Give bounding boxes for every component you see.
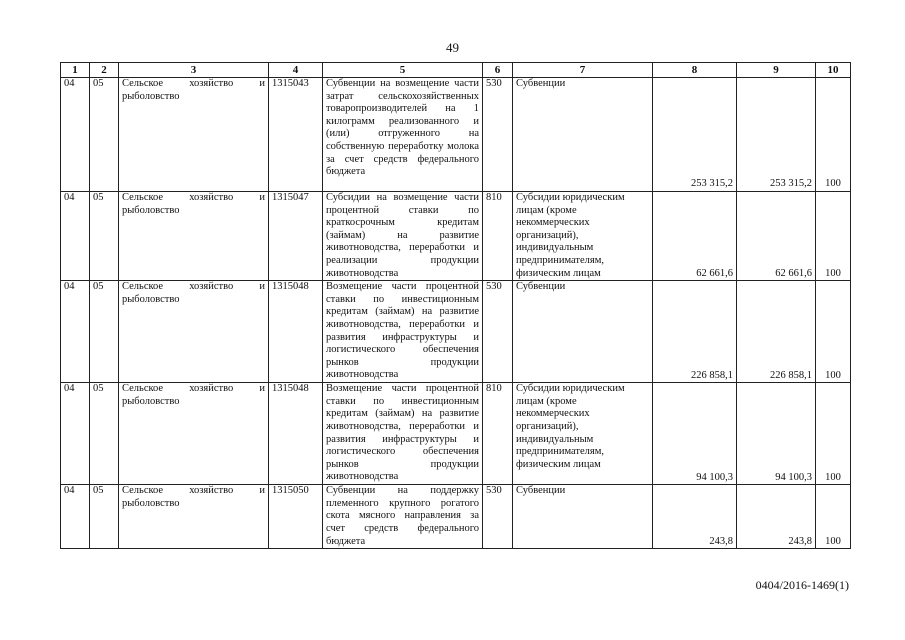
header-cell-4: 4 [269, 63, 323, 78]
table-row [61, 281, 851, 383]
section-name: Сельское хозяйство и рыболовство [119, 383, 269, 485]
expense-type-name: Субсидии юридическим лицам (кроме некоммерческих организаций), индивидуальным предпринимателям, физическим лицам [513, 192, 653, 281]
expense-type-name: Субвенции [513, 78, 653, 192]
header-row [61, 63, 851, 78]
section-code: 04 [61, 281, 90, 383]
executed-amount: 253 315,2 [737, 78, 816, 192]
header-cell-2: 2 [90, 63, 119, 78]
planned-amount: 62 661,6 [653, 192, 737, 281]
header-cell-10: 10 [816, 63, 851, 78]
executed-amount: 226 858,1 [737, 281, 816, 383]
target-description: Субвенции на возмещение части затрат сельскохозяйственных товаропроизводителей на 1 килограмм реализованного и (или) отгруженного на собственную переработку молока за счет средств федерального бюджета [323, 78, 483, 192]
expense-type-code: 530 [483, 485, 513, 549]
planned-amount: 94 100,3 [653, 383, 737, 485]
subsection-code: 05 [90, 383, 119, 485]
table-row [61, 485, 851, 549]
subsection-code: 05 [90, 78, 119, 192]
planned-amount: 253 315,2 [653, 78, 737, 192]
table-row [61, 78, 851, 192]
expense-type-name: Субвенции [513, 485, 653, 549]
execution-percent: 100 [816, 281, 851, 383]
expense-type-name: Субвенции [513, 281, 653, 383]
target-description: Возмещение части процентной ставки по инвестиционным кредитам (займам) на развитие животноводства, переработки и развития инфраструктуры и логистического обеспечения рынков продукции животноводства [323, 383, 483, 485]
planned-amount: 226 858,1 [653, 281, 737, 383]
expense-type-code: 810 [483, 192, 513, 281]
header-cell-5: 5 [323, 63, 483, 78]
target-description: Субсидии на возмещение части процентной ставки по краткосрочным кредитам (займам) на развитие животноводства, переработки и реализации продукции животноводства [323, 192, 483, 281]
subsection-code: 05 [90, 485, 119, 549]
target-code: 1315048 [269, 281, 323, 383]
target-code: 1315048 [269, 383, 323, 485]
planned-amount: 243,8 [653, 485, 737, 549]
header-cell-9: 9 [737, 63, 816, 78]
table-row [61, 192, 851, 281]
budget-table [60, 62, 851, 549]
document-number: 0404/2016-1469(1) [755, 578, 849, 592]
subsection-code: 05 [90, 281, 119, 383]
executed-amount: 94 100,3 [737, 383, 816, 485]
header-cell-1: 1 [61, 63, 90, 78]
expense-type-name: Субсидии юридическим лицам (кроме некоммерческих организаций), индивидуальным предпринимателям, физическим лицам [513, 383, 653, 485]
section-code: 04 [61, 485, 90, 549]
subsection-code: 05 [90, 192, 119, 281]
target-code: 1315047 [269, 192, 323, 281]
header-cell-6: 6 [483, 63, 513, 78]
section-name: Сельское хозяйство и рыболовство [119, 78, 269, 192]
executed-amount: 243,8 [737, 485, 816, 549]
header-cell-7: 7 [513, 63, 653, 78]
execution-percent: 100 [816, 78, 851, 192]
execution-percent: 100 [816, 192, 851, 281]
section-code: 04 [61, 78, 90, 192]
section-name: Сельское хозяйство и рыболовство [119, 192, 269, 281]
executed-amount: 62 661,6 [737, 192, 816, 281]
target-description: Субвенции на поддержку племенного крупного рогатого скота мясного направления за счет средств федерального бюджета [323, 485, 483, 549]
expense-type-code: 530 [483, 281, 513, 383]
target-description: Возмещение части процентной ставки по инвестиционным кредитам (займам) на развитие животноводства, переработки и развития инфраструктуры и логистического обеспечения рынков продукции животноводства [323, 281, 483, 383]
header-cell-3: 3 [119, 63, 269, 78]
execution-percent: 100 [816, 485, 851, 549]
section-code: 04 [61, 192, 90, 281]
section-name: Сельское хозяйство и рыболовство [119, 281, 269, 383]
expense-type-code: 810 [483, 383, 513, 485]
section-name: Сельское хозяйство и рыболовство [119, 485, 269, 549]
section-code: 04 [61, 383, 90, 485]
expense-type-code: 530 [483, 78, 513, 192]
target-code: 1315043 [269, 78, 323, 192]
page-number: 49 [446, 40, 459, 55]
header-cell-8: 8 [653, 63, 737, 78]
table-row [61, 383, 851, 485]
execution-percent: 100 [816, 383, 851, 485]
target-code: 1315050 [269, 485, 323, 549]
